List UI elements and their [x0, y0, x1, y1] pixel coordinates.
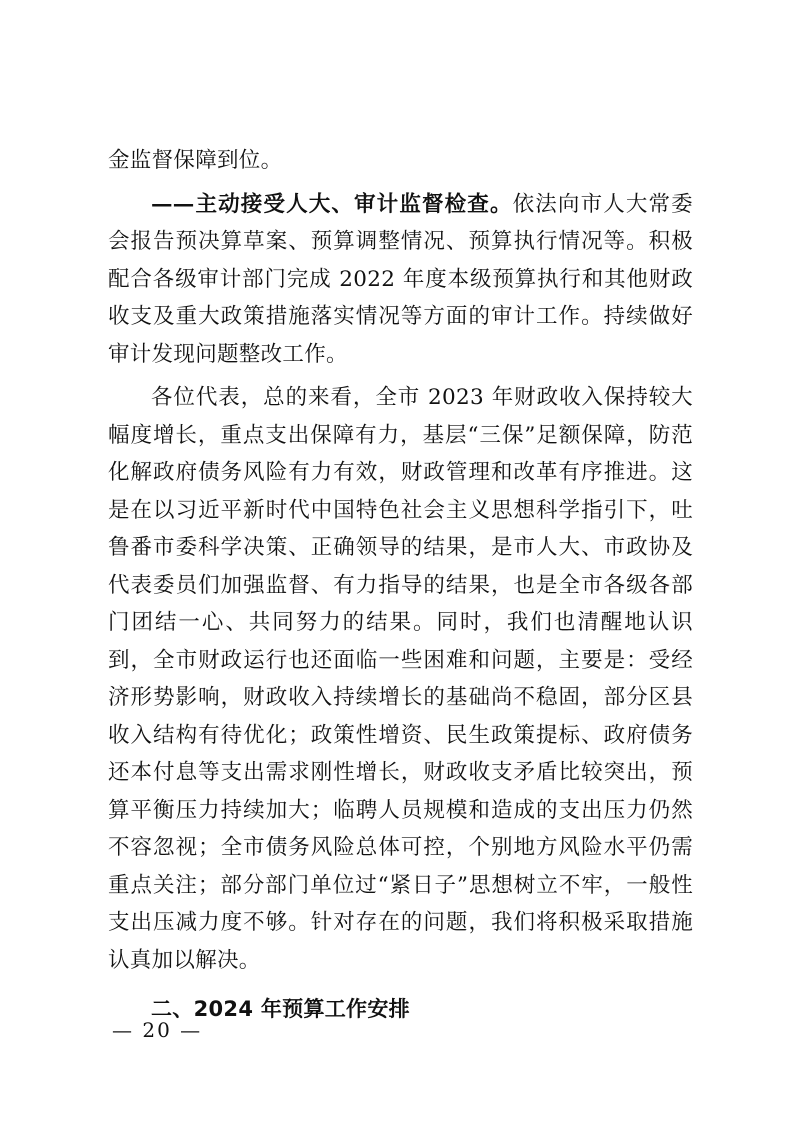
section-heading-text: 二、2024 年预算工作安排 — [151, 997, 410, 1021]
paragraph-continuation: 金监督保障到位。 — [108, 148, 283, 173]
paragraph-lead-bold: ——主动接受人大、审计监督检查。 — [151, 191, 513, 217]
body-text — [108, 142, 693, 1029]
page-number: — 20 — — [112, 1018, 203, 1042]
paragraph-audit-oversight — [108, 186, 693, 374]
paragraph-summary: 各位代表，总的来看，全市 2023 年财政收入保持较大幅度增长，重点支出保障有力，基层“三保”足额保障，防范化解政府债务风险有力有效，财政管理和改革有序推进。这是在以习近平新时代中国特色社会主义思想科学指引下，吐鲁番市委科学决策、正确领导的结果，是市人大、市政协及代表委员们加强监督、有力指导的结果，也是全市各级各部门团结一心、共同努力的结果。同时，我们也清醒地认识到，全市财政运行也还面临一些困难和问题，主要是：受经济形势影响，财政收入持续增长的基础尚不稳固，部分区县收入结构有待优化；政策性增资、民生政策提标、政府债务还本付息等支出需求刚性增长，财政收支矛盾比较突出，预算平衡压力持续加大；临聘人员规模和造成的支出压力仍然不容忽视；全市债务风险总体可控，个别地方风险水平仍需重点关注；部分部门单位过“紧日子”思想树立不牢，一般性支出压减力度不够。针对存在的问题，我们将积极采取措施认真加以解决。 — [108, 385, 693, 973]
paragraph-audit-body: 依法向市人大常委会报告预决算草案、预算调整情况、预算执行情况等。积极配合各级审计部门完成 2022 年度本级预算执行和其他财政收支及重大政策措施落实情况等方面的审计工作。持续做好审计发现问题整改工作。 — [108, 191, 693, 367]
